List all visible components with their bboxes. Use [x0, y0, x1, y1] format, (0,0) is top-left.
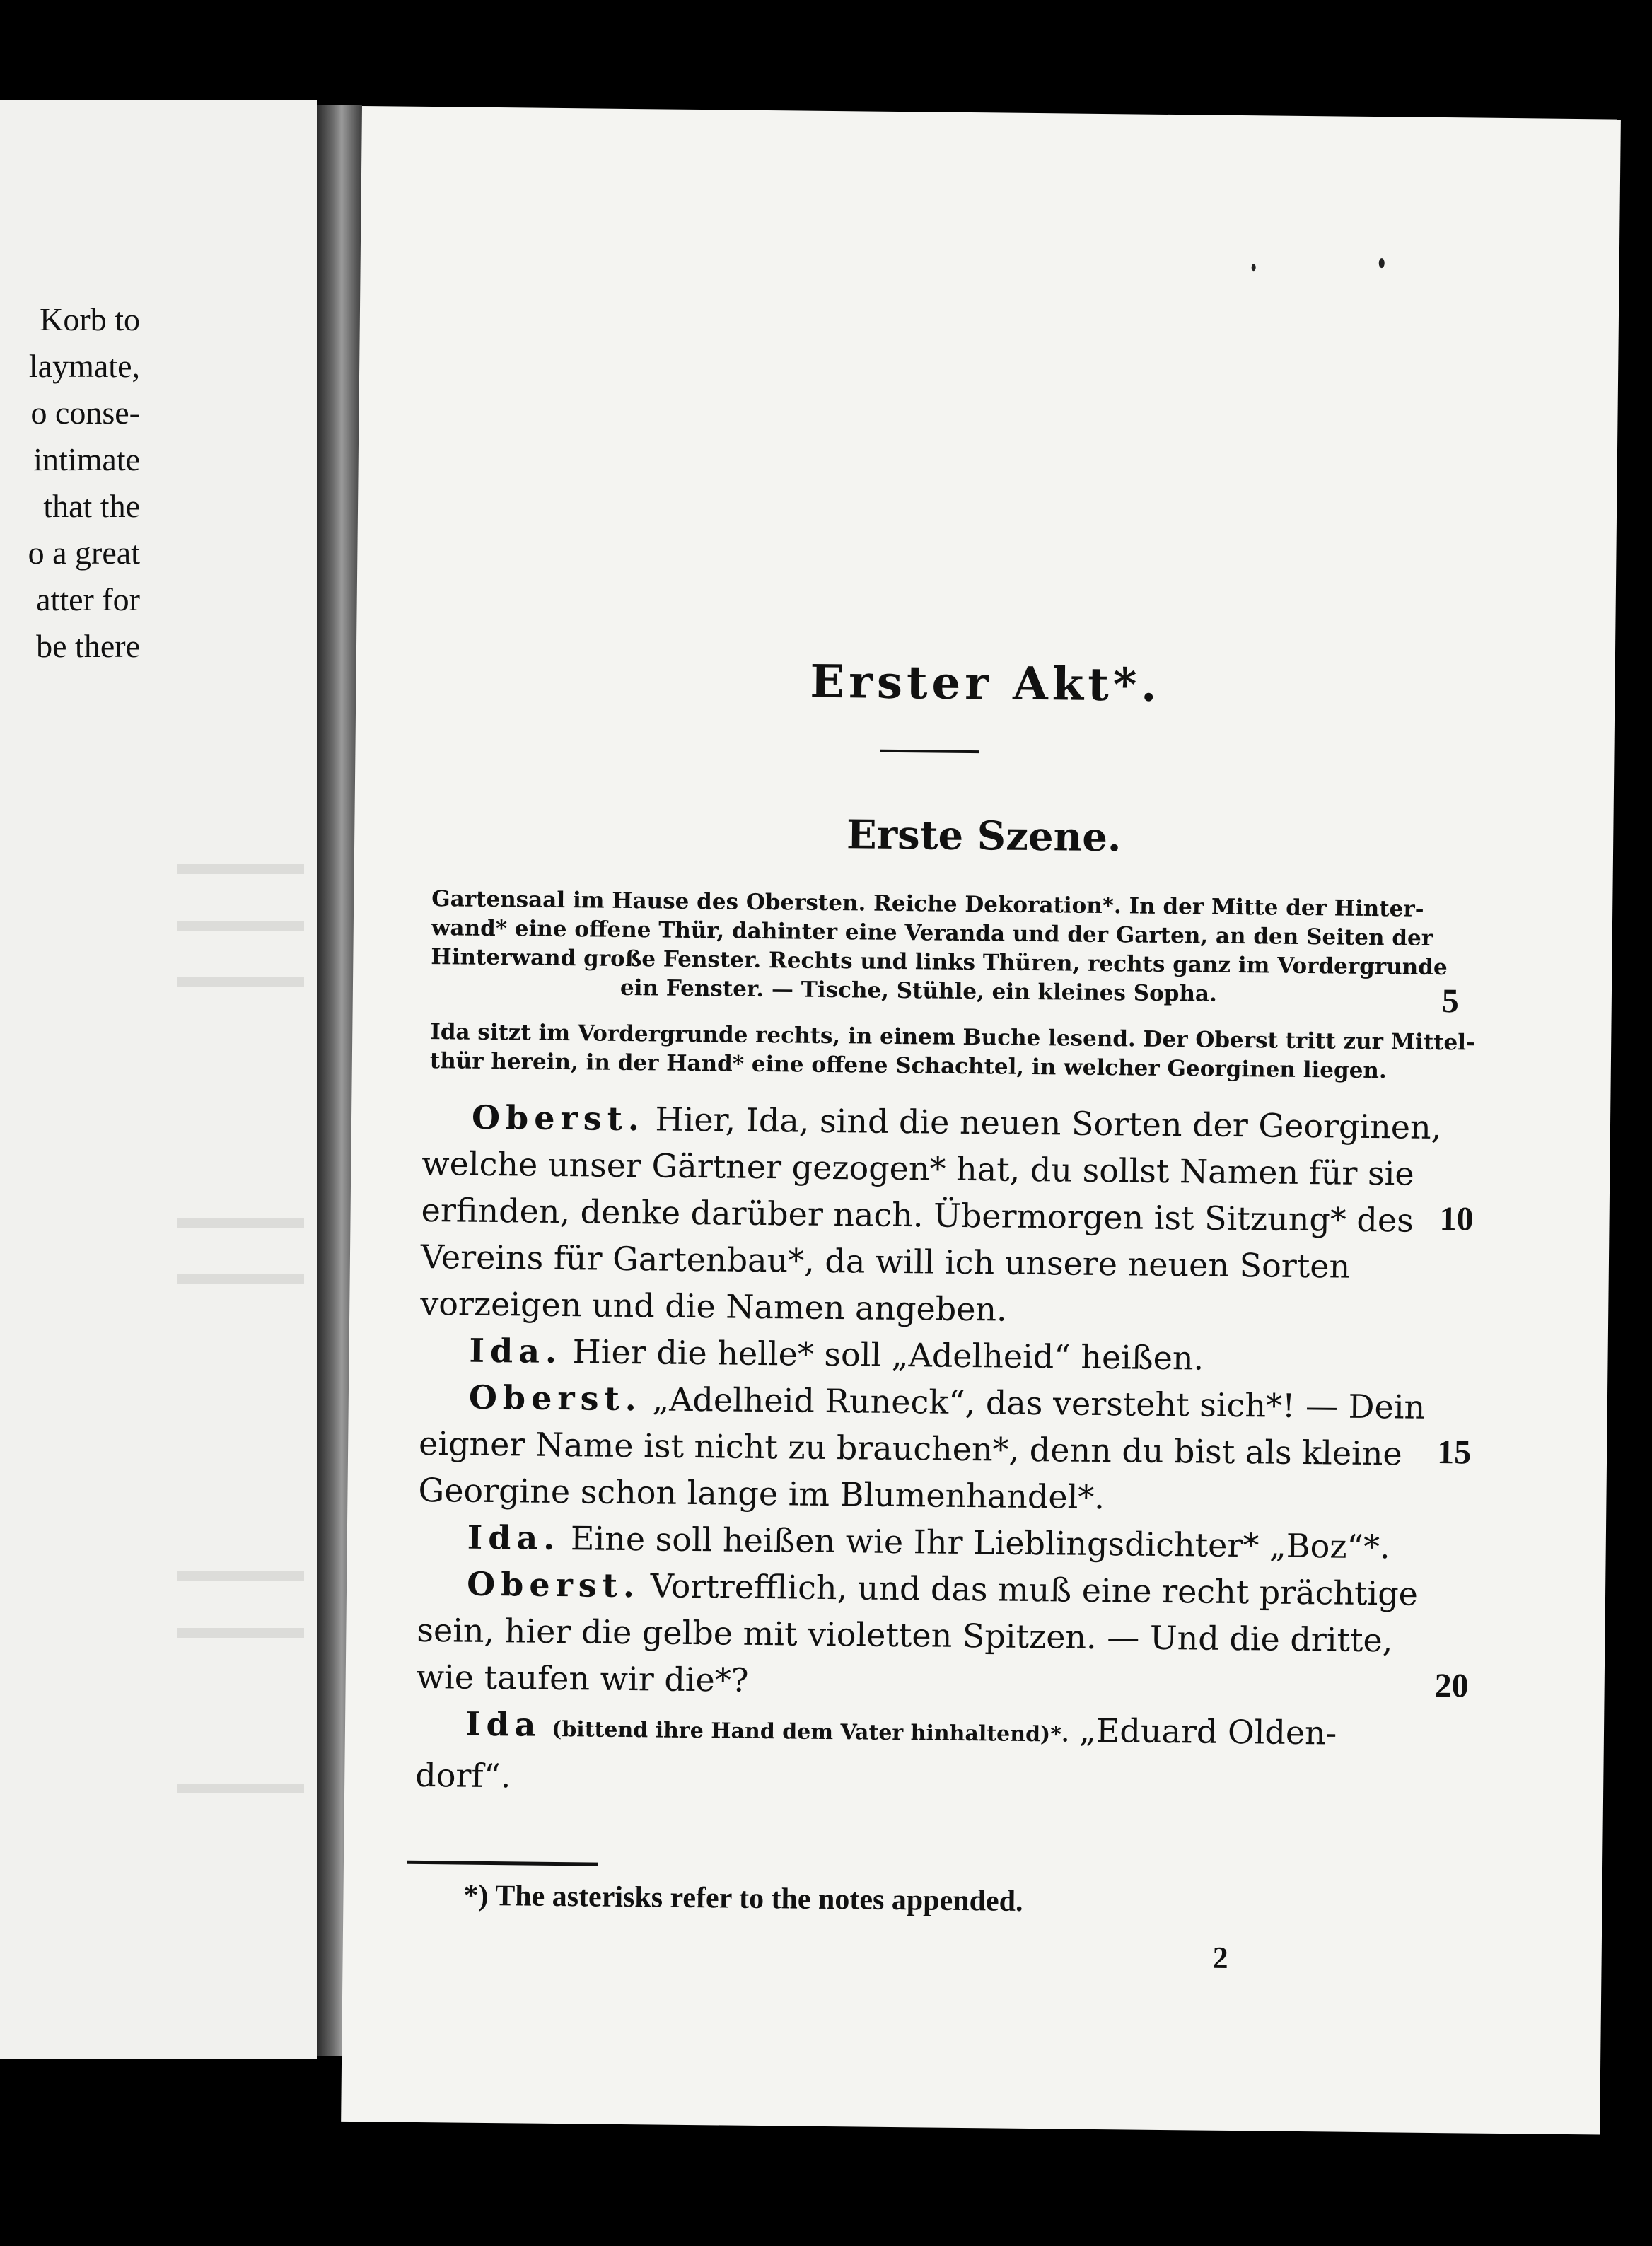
left-line: intimate [33, 441, 140, 477]
dialogue-text: „Adelheid Runeck“, das versteht sich*! — Dein [652, 1380, 1426, 1426]
right-page [341, 106, 1621, 2134]
footnote-rule [407, 1861, 598, 1866]
dialogue-text: welche unser Gärtner gezogen* hat, du sollst Namen für sie [421, 1144, 1414, 1193]
title-rule [880, 750, 979, 753]
signature-mark: 2 [1212, 1940, 1228, 1975]
line-number: 20 [1434, 1667, 1469, 1705]
dialogue-text: Georgine schon lange im Blumenhandel*. [418, 1470, 1105, 1517]
scene-title: Erste Szene. [846, 811, 1122, 861]
speaker-name: Ida. [469, 1331, 563, 1371]
left-line: that the [43, 488, 140, 524]
stage-line: thür herein, in der Hand* eine offene Schachtel, in welcher Georginen liegen. [429, 1048, 1387, 1084]
dialogue-line [416, 1700, 1407, 1762]
speaker-name: Oberst. [468, 1378, 643, 1419]
dialogue-text: Vereins für Gartenbau*, da will ich unsere neuen Sorten [420, 1237, 1351, 1286]
dialogue-text: sein, hier die gelbe mit violetten Spitzen. — Und die dritte, [417, 1610, 1393, 1660]
speaker-name: Ida [465, 1704, 542, 1744]
speaker-name: Ida. [467, 1518, 561, 1558]
stage-line: Hinterwand große Fenster. Rechts und links Thüren, rechts ganz im Vordergrunde [431, 944, 1448, 981]
left-line: atter for [36, 581, 140, 617]
left-line: Korb to [40, 301, 140, 337]
dialogue-text: Eine soll heißen wie Ihr Lieblingsdichter* „Boz“*. [570, 1519, 1390, 1566]
dialogue-text: wie taufen wir die*? [416, 1657, 749, 1699]
dialogue-text: „Eduard Olden- [1078, 1711, 1337, 1752]
dialogue-text: Vortrefflich, und das muß eine recht prächtige [650, 1566, 1419, 1613]
left-line: o conse- [30, 395, 140, 431]
left-page [0, 100, 317, 2059]
dialogue [415, 1093, 1442, 1809]
dialogue-text: erfinden, denke darüber nach. Übermorgen ist Sitzung* des [421, 1190, 1414, 1240]
line-number: 5 [1441, 982, 1460, 1020]
left-line: be there [36, 628, 140, 664]
line-number: 15 [1436, 1433, 1472, 1472]
stage-aside: (bittend ihre Hand dem Vater hinhaltend)*. [551, 1716, 1069, 1747]
stage-line: Gartensaal im Hause des Obersten. Reiche Dekoration*. In der Mitte der Hinter- [431, 886, 1424, 922]
left-line: o a great [28, 535, 140, 571]
stage-direction-setting [431, 885, 1448, 1011]
stage-direction-entrance [429, 1018, 1476, 1086]
dialogue-text: vorzeigen und die Namen angeben. [419, 1284, 1007, 1329]
dialogue-text: Hier, Ida, sind die neuen Sorten der Georginen, [655, 1100, 1442, 1147]
dialogue-text: eigner Name ist nicht zu brauchen*, denn du bist als kleine [418, 1424, 1402, 1473]
left-line: laymate, [28, 348, 140, 384]
stage-line: Ida sitzt im Vordergrunde rechts, in einem Buche lesend. Der Oberst tritt zur Mittel- [430, 1019, 1476, 1056]
speaker-name: Oberst. [471, 1098, 646, 1139]
stage-line: ein Fenster. — Tische, Stühle, ein kleines Sopha. [620, 974, 1218, 1007]
act-title: Erster Akt*. [810, 655, 1161, 712]
speaker-name: Oberst. [466, 1564, 641, 1605]
dialogue-text: Hier die helle* soll „Adelheid“ heißen. [572, 1332, 1204, 1378]
stage-line: wand* eine offene Thür, dahinter eine Veranda und der Garten, an den Seiten der [431, 915, 1433, 951]
footnote: *) The asterisks refer to the notes appended. [463, 1879, 1023, 1918]
dialogue-text: dorf“. [415, 1755, 511, 1796]
line-number: 10 [1439, 1200, 1474, 1238]
